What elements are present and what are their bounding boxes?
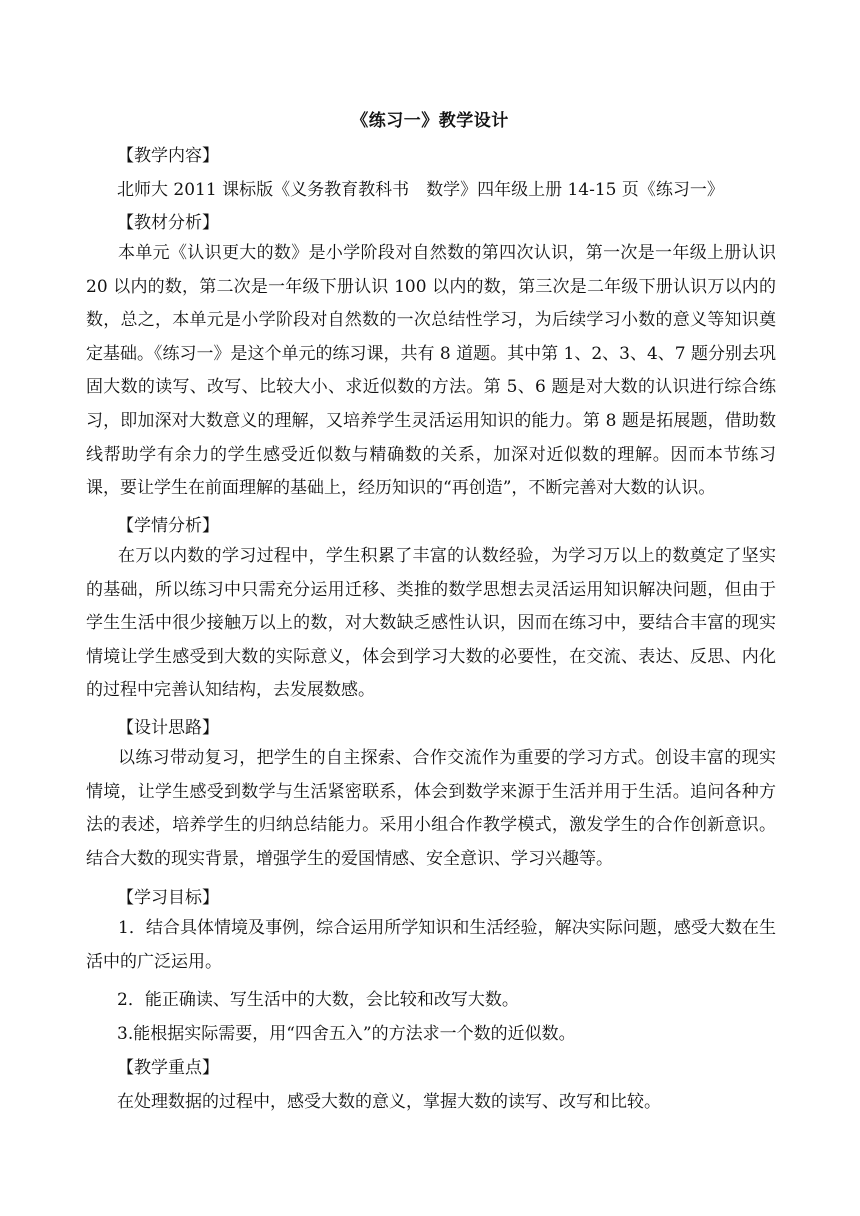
student-analysis-paragraph: 在万以内数的学习过程中，学生积累了丰富的认数经验，为学习万以上的数奠定了坚实的基础，所以练习中只需充分运用迁移、类推的数学思想去灵活运用知识解决问题，但由于学生生活中很少接触万以上的数，对大数缺乏感性认识，因而在练习中，要结合丰富的现实情境让学生感受到大数的实际意义，体会到学习大数的必要性，在交流、表达、反思、内化的过程中完善认知结构，去发展数感。 — [86, 546, 776, 701]
heading-learning-goals: 【学习目标】 — [117, 888, 219, 908]
heading-student-analysis: 【学情分析】 — [117, 516, 219, 536]
design-idea-paragraph: 以练习带动复习，把学生的自主探索、合作交流作为重要的学习方式。创设丰富的现实情境，让学生感受到数学与生活紧密联系，体会到数学来源于生活并用于生活。追问各种方法的表述，培养学生的归纳总结能力。采用小组合作教学模式，激发学生的合作创新意识。结合大数的现实背景，增强学生的爱国情感、安全意识、学习兴趣等。 — [86, 748, 776, 869]
heading-teaching-key: 【教学重点】 — [117, 1058, 219, 1078]
heading-teaching-content: 【教学内容】 — [117, 146, 219, 166]
teaching-key-text: 在处理数据的过程中，感受大数的意义，掌握大数的读写、改写和比较。 — [117, 1092, 661, 1112]
document-title: 《练习一》教学设计 — [351, 111, 509, 131]
learning-goal-3: 3.能根据实际需要，用“四舍五入”的方法求一个数的近似数。 — [117, 1024, 576, 1044]
learning-goal-1: 1．结合具体情境及事例，综合运用所学知识和生活经验，解决实际问题，感受大数在生活中的广泛运用。 — [86, 918, 776, 972]
material-analysis-paragraph: 本单元《认识更大的数》是小学阶段对自然数的第四次认识，第一次是一年级上册认识 20 以内的数，第二次是一年级下册认识 100 以内的数，第三次是二年级下册认识万以内的数，总之，本单元是小学阶段对自然数的一次总结性学习，为后续学习小数的意义等知识奠定基础。《练习一》是这个单元的练习课，共有 8 道题。其中第 1、2、3、4、7 题分别去巩固大数的读写、改写、比较大小、求近似数的方法。第 5、6 题是对大数的认识进行综合练习，即加深对大数意义的理解，又培养学生灵活运用知识的能力。第 8 题是拓展题，借助数线帮助学有余力的学生感受近似数与精确数的关系，加深对近似数的理解。因而本节练习课，要让学生在前面理解的基础上，经历知识的“再创造”，不断完善对大数的认识。 — [86, 243, 777, 499]
learning-goal-2: 2．能正确读、写生活中的大数，会比较和改写大数。 — [117, 990, 519, 1010]
heading-design-idea: 【设计思路】 — [117, 718, 219, 738]
teaching-content-text: 北师大 2011 课标版《义务教育教科书 数学》四年级上册 14-15 页《练习一》 — [117, 180, 724, 200]
heading-material-analysis: 【教材分析】 — [117, 213, 219, 233]
